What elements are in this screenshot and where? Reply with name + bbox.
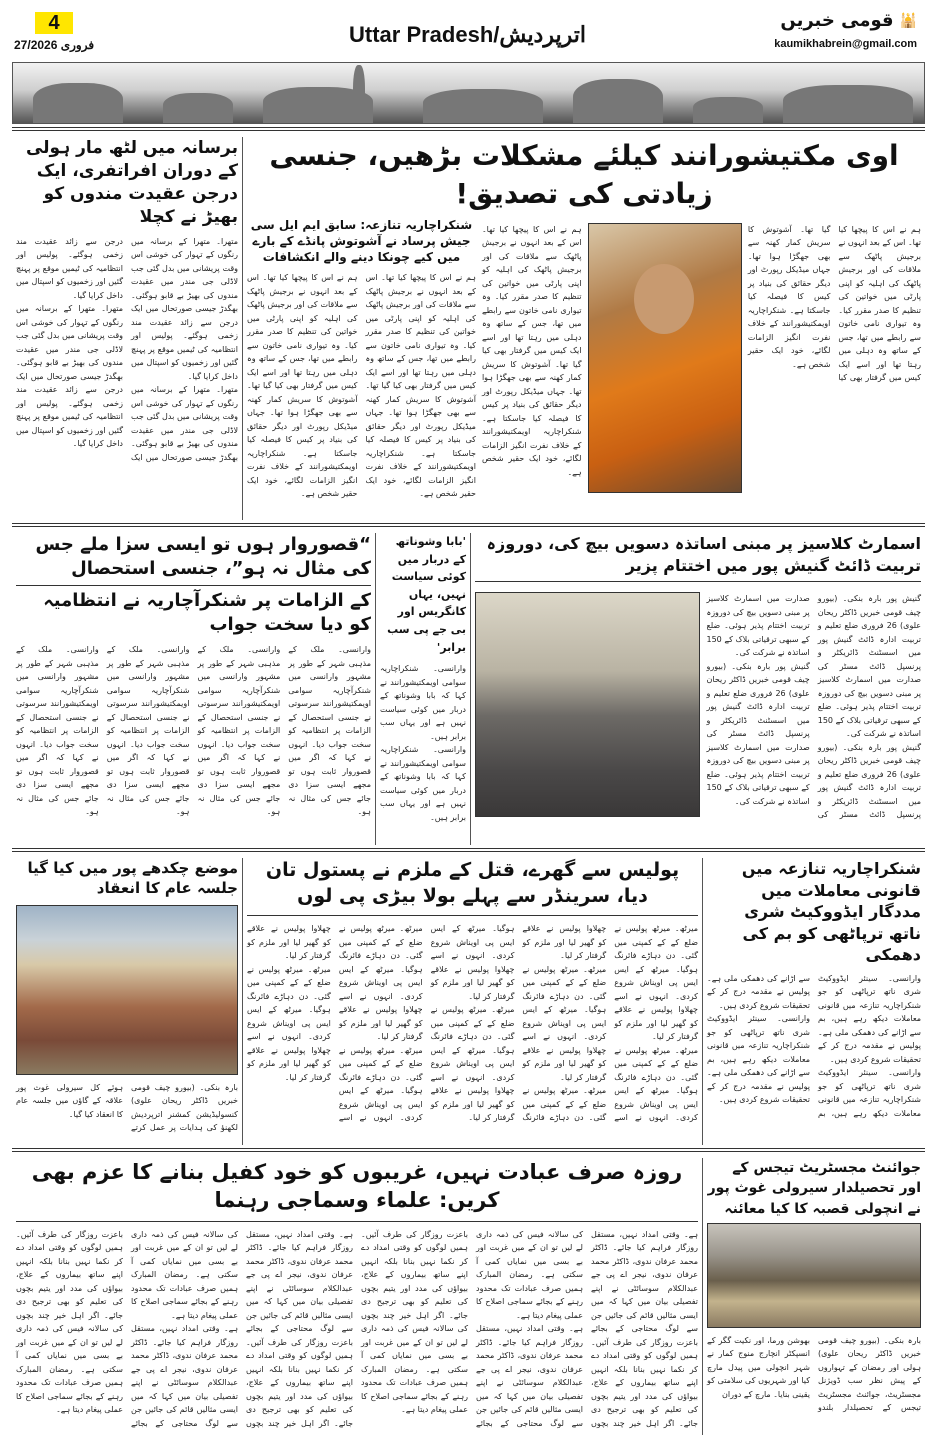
article-smart-class (470, 533, 925, 845)
article-body-continued: میرٹھ۔ میرٹھ پولیس نے ضلع کے کے کمپنی میں گئی۔ دن دہاڑے فائرنگ ہوگیا۔ میرٹھ کے ایس ایس پی اویناش شروع کردی۔ انہوں نے اسے چھلاوا پولیس نے علاقے کو گھیر لیا اور ملزم کو گرفتار کر لیا۔ (522, 924, 698, 1123)
article-body (247, 271, 476, 501)
article-body (247, 922, 698, 1125)
article-body-text: وارانسی۔ ملک کے مذہبی شہر کے طور پر مشہور وارانسی میں شنکرآچاریہ سوامی اویمکتیشورانند سرسوتی نے جنسی استحصال کے الزامات پر انتظامیہ کو سخت جواب دیا۔ انہوں نے کہا کہ اگر میں قصوروار ثابت ہوں تو مجھے ایسی سزا دی جائے جس کی مثال نہ ہو۔ (288, 645, 371, 817)
article-body (748, 223, 921, 385)
article-public-meeting (12, 858, 242, 1145)
article-body-continued: گنیش پور بارہ بنکی۔ (بیورو چیف قومی خبریں ڈاکٹر ریحان علوی) 26 فروری ضلع تعلیم و تربیت ادارہ ڈائٹ گنیش پور میں اسسٹنٹ ڈائریکٹر و پرنسپل ڈائٹ مسٹر کی صدارت میں اسمارٹ کلاسیز پر مبنی دسویں بیچ کی دوروزہ تربیت اختتام پذیر ہوئی۔ ضلع کے سبھی ترقیاتی بلاک کے 150 اساتذہ نے شرکت کی۔ (706, 661, 810, 806)
article-body (482, 223, 582, 480)
article-headline-line2: کے الزامات پر شنکرآچاریہ نے انتظامیہ کو دیا سخت جواب (43, 589, 371, 635)
logo-mark-icon: 🕌 (899, 12, 917, 29)
article-headline: شنکراچاریہ تنازعہ میں قانونی معاملات میں مددگار ایڈووکیٹ شری ناتھ ترپاٹھی کو بم کی دھمکی (741, 859, 921, 965)
article-body-continued: میرٹھ۔ میرٹھ پولیس نے ضلع کے کے کمپنی میں گئی۔ دن دہاڑے فائرنگ ہوگیا۔ میرٹھ کے ایس ایس پی اویناش شروع کردی۔ انہوں نے اسے چھلاوا پولیس نے علاقے کو گھیر لیا اور ملزم کو گرفتار کر لیا۔ (247, 924, 423, 1123)
article-body-continued: میرٹھ۔ میرٹھ پولیس نے ضلع کے کے کمپنی میں گئی۔ دن دہاڑے فائرنگ ہوگیا۔ میرٹھ کے ایس ایس پی اویناش شروع کردی۔ انہوں نے اسے چھلاوا پولیس نے علاقے کو گھیر لیا اور ملزم کو گرفتار کر لیا۔ (247, 964, 331, 1082)
article-quote-column (375, 533, 470, 845)
article-body-continued: ہے۔ وقتی امداد نہیں، مستقل روزگار فراہم کیا جائے۔ ڈاکٹر محمد عرفان ندوی، ڈاکٹر محمد عرفان ندوی، نیجر اے پی جے عبدالکلام سوسائٹی نے اپنے تفصیلی بیان میں کہا کہ میں ایسی مثالیں قائم کی جائیں جن سے لوگ محتاجی کے بجائے باعزت روزگار کی طرف آئیں۔ ہمیں لوگوں کو وقتی امداد دے کر نکما نہیں بنانا بلکہ انہیں اپنے ساتھ بیماروں کے علاج، بیواؤں کی مدد اور یتیم بچوں کی تعلیم کو بھی ترجیح دی جائے۔ اگر اہل خیر چند بچوں کی سالانہ فیس کی ذمہ داری لے لیں تو ان کے میں غربت اور بے بسی میں نمایاں کمی آ سکتی ہے۔ رمضان المبارک ہمیں صرف عبادات تک محدود رہنے کے بجائے سماجی اصلاح کا عملی پیغام دیتا ہے۔ (361, 1229, 583, 1428)
training-hall-photo (475, 592, 700, 817)
article-headline: اسمارٹ کلاسیز پر مبنی اساتذہ دسویں بیچ کی، دوروزہ تربیت ڈائٹ گنیش پور میں اختتام پزیر (475, 533, 921, 582)
article-body-continued: وارانسی۔ شنکراچاریہ سوامی اویمکتیشورانند نے کہا کہ بابا وشوناتھ کے دربار میں کوئی سیاست نہیں ہے اور یہاں سب برابر ہیں۔ (380, 745, 466, 822)
article-body-text: ہم نے اس کا پیچھا کیا تھا۔ اس کے بعد انہوں نے برجیش پاٹھک سے ملاقات کی اور برجیش پاٹھک کی اہلیہ کو اپنی پارٹی میں خواتین کی تنظیم کا صدر مقرر کیا۔ وہ تیواری نامی خاتون سے رابطے میں تھا، جس کے ساتھ وہ دہلی میں رہتا تھا اور اسے ایک کیس میں گرفتار بھی کیا گیا تھا۔ آشوتوش کا سریش کمار کھنہ سے بھی جھگڑا ہوا تھا۔ جہاں میڈیکل رپورٹ اور دیگر حقائق کی بنیاد پر کیس کا فیصلہ کیا جاسکتا ہے۔ شنکراچاریہ اویمکتیشورانند کے خلاف نفرت انگیز الزامات لگائے، خود ایک حقیر شخص ہے۔ (481, 224, 582, 477)
article-body (16, 643, 371, 819)
masthead (0, 0, 935, 127)
shankaracharya-photo (588, 223, 742, 493)
article-body-text: بارہ بنکی۔ (بیورو چیف قومی خبریں ڈاکٹر ریحان علوی) کنسولیڈیشن کمشنر اترپردیش لکھنؤ کی ہدایات پر عمل کرتے ہوئے کل سیرولی غوث پور علاقہ کے گاؤں میں جلسہ عام کا انعقاد کیا گیا۔ (16, 1082, 238, 1132)
officials-march-photo (707, 1223, 921, 1328)
row-bottom (12, 1148, 925, 1438)
article-body (16, 235, 238, 465)
article-body-continued: وارانسی۔ سینئر ایڈووکیٹ شری ناتھ ترپاٹھی کو جو شنکراچاریہ تنازعہ میں قانونی معاملات دیکھ رہے ہیں، بم سے اڑانے کی دھمکی ملی ہے۔ پولیس نے مقدمہ درج کر کے تحقیقات شروع کردی ہیں۔ (707, 1014, 810, 1105)
article-body (707, 1334, 921, 1415)
article-body (380, 662, 466, 824)
article-headline: 'بابا وشوناتھ کے دربار میں کوئی سیاست نہیں، یہاں کانگریس اور بی جے پی سب برابر' (387, 535, 466, 654)
article-body-continued: ہے۔ وقتی امداد نہیں، مستقل روزگار فراہم کیا جائے۔ ڈاکٹر محمد عرفان ندوی، ڈاکٹر محمد عرفان ندوی، نیجر اے پی جے عبدالکلام سوسائٹی نے اپنے تفصیلی بیان میں کہا کہ میں ایسی مثالیں قائم کی جائیں جن سے لوگ محتاجی کے بجائے باعزت روزگار کی طرف آئیں۔ ہمیں لوگوں کو وقتی امداد دے کر نکما نہیں بنانا بلکہ انہیں اپنے ساتھ بیماروں کے علاج، بیواؤں کی مدد اور یتیم بچوں کی تعلیم کو بھی ترجیح دی جائے۔ اگر اہل خیر چند بچوں کی سالانہ فیس کی ذمہ داری لے لیں تو ان کے میں غربت اور بے بسی میں نمایاں کمی آ سکتی ہے۔ رمضان المبارک ہمیں صرف عبادات تک محدود رہنے کے بجائے سماجی اصلاح کا عملی پیغام دیتا ہے۔ (16, 1229, 238, 1428)
article-body-continued: گنیش پور بارہ بنکی۔ (بیورو چیف قومی خبریں ڈاکٹر ریحان علوی) 26 فروری ضلع تعلیم و تربیت ادارہ ڈائٹ گنیش پور میں اسسٹنٹ ڈائریکٹر و پرنسپل ڈائٹ مسٹر کی صدارت میں اسمارٹ کلاسیز پر مبنی دسویں بیچ کی دوروزہ تربیت اختتام پذیر ہوئی۔ ضلع کے سبھی ترقیاتی بلاک کے 150 اساتذہ نے شرکت کی۔ (706, 594, 921, 820)
article-main (242, 137, 925, 520)
article-body-text: ہے۔ وقتی امداد نہیں، مستقل روزگار فراہم کیا جائے۔ ڈاکٹر محمد عرفان ندوی، ڈاکٹر محمد عرفان ندوی، نیجر اے پی جے عبدالکلام سوسائٹی نے اپنے تفصیلی بیان میں کہا کہ میں ایسی مثالیں قائم کی جائیں جن سے لوگ محتاجی کے بجائے باعزت روزگار کی طرف آئیں۔ ہمیں لوگوں کو وقتی امداد دے کر نکما نہیں بنانا بلکہ انہیں اپنے ساتھ بیماروں کے علاج، بیواؤں کی مدد اور یتیم بچوں کی تعلیم کو بھی ترجیح دی جائے۔ اگر اہل خیر چند بچوں کی سالانہ فیس کی ذمہ داری لے لیں تو ان کے میں غربت اور بے بسی میں نمایاں کمی آ سکتی ہے۔ رمضان المبارک ہمیں صرف عبادات تک محدود رہنے کے بجائے سماجی اصلاح کا عملی پیغام دیتا ہے۔ (476, 1229, 698, 1428)
article-headline: برسانہ میں لٹھ مار ہولی کے دوران افراتفری، ایک درجن عقیدت مندوں کو بھیڑ نے کچلا (25, 138, 238, 227)
row-top (12, 127, 925, 523)
article-headline: روزہ صرف عبادت نہیں، غریبوں کو خود کفیل بنانے کا عزم بھی کریں: علماء وسماجی رہنما (16, 1158, 698, 1222)
article-body-text: وارانسی۔ سینئر ایڈووکیٹ شری ناتھ ترپاٹھی کو جو شنکراچاریہ تنازعہ میں قانونی معاملات دیکھ رہے ہیں، بم سے اڑانے کی دھمکی ملی ہے۔ پولیس نے مقدمہ درج کر کے تحقیقات شروع کردی ہیں۔ (818, 973, 921, 1064)
article-body-text: بارہ بنکی۔ (بیورو چیف قومی خبریں ڈاکٹر ریحان علوی) ہولی اور رمضان کے تہواروں کے پیش نظر سب ڈویژنل مجسٹریٹ، جوائنٹ مجسٹریٹ تیجس کے تحصیلدار بلندو بھوشن ورما، اور نکیت گگر کے انسپکٹر انچارج منوج کمار نے شہر انچولی میں پیدل مارچ کیا اور شہریوں کی سلامتی کو یقینی بنایا۔ مارچ کے دوران (707, 1335, 921, 1413)
article-body-continued: وارانسی۔ سینئر ایڈووکیٹ شری ناتھ ترپاٹھی کو جو شنکراچاریہ تنازعہ میں قانونی معاملات دیکھ رہے ہیں، بم سے اڑانے کی دھمکی ملی ہے۔ پولیس نے مقدمہ درج کر کے تحقیقات شروع کردی ہیں۔ (707, 973, 921, 1118)
article-body-continued: ہم نے اس کا پیچھا کیا تھا۔ اس کے بعد انہوں نے برجیش پاٹھک سے ملاقات کی اور برجیش پاٹھک کی اہلیہ کو اپنی پارٹی میں خواتین کی تنظیم کا صدر مقرر کیا۔ وہ تیواری نامی خاتون سے رابطے میں تھا، جس کے ساتھ وہ دہلی میں رہتا تھا اور اسے ایک کیس میں گرفتار بھی کیا گیا تھا۔ آشوتوش کا سریش کمار کھنہ سے بھی جھگڑا ہوا تھا۔ جہاں میڈیکل رپورٹ اور دیگر حقائق کی بنیاد پر کیس کا فیصلہ کیا جاسکتا ہے۔ شنکراچاریہ اویمکتیشورانند کے خلاف نفرت انگیز الزامات لگائے، خود ایک حقیر شخص ہے۔ (247, 273, 358, 499)
article-meerut (242, 858, 702, 1145)
article-body-text: متھرا۔ متھرا کے برسانہ میں رنگوں کے تہوار کی خوشی اس وقت پریشانی میں بدل گئی جب لاڈلی جی مندر میں عقیدت مندوں کی بھیڑ بے قابو ہوگئی۔ بھگدڑ جیسی صورتحال میں ایک درجن سے زائد عقیدت مند زخمی ہوگئے۔ پولیس اور انتظامیہ کی ٹیمیں موقع پر پہنچ گئیں اور زخمیوں کو اسپتال میں داخل کرایا گیا۔ (131, 236, 238, 381)
article-body (16, 1228, 698, 1431)
article-body-continued: میرٹھ۔ میرٹھ پولیس نے ضلع کے کے کمپنی میں گئی۔ دن دہاڑے فائرنگ ہوگیا۔ میرٹھ کے ایس ایس پی اویناش شروع کردی۔ انہوں نے اسے چھلاوا پولیس نے علاقے کو گھیر لیا اور ملزم کو گرفتار کر لیا۔ (430, 924, 607, 1123)
article-body-text: وارانسی۔ شنکراچاریہ سوامی اویمکتیشورانند نے کہا کہ بابا وشوناتھ کے دربار میں کوئی سیاست نہیں ہے اور یہاں سب برابر ہیں۔ (380, 664, 466, 741)
article-body-continued: متھرا۔ متھرا کے برسانہ میں رنگوں کے تہوار کی خوشی اس وقت پریشانی میں بدل گئی جب لاڈلی جی مندر میں عقیدت مندوں کی بھیڑ بے قابو ہوگئی۔ بھگدڑ جیسی صورتحال میں ایک درجن سے زائد عقیدت مند زخمی ہوگئے۔ پولیس اور انتظامیہ کی ٹیمیں موقع پر پہنچ گئیں اور زخمیوں کو اسپتال میں داخل کرایا گیا۔ (16, 236, 238, 462)
article-headline: جوائنٹ مجسٹریٹ تیجس کے اور تحصیلدار سیرولی غوث پور نے انچولی قصبہ کا کیا معائنہ (707, 1160, 921, 1217)
newspaper-logo (780, 10, 917, 31)
section-title: Uttar Pradesh/اترپردیش (349, 22, 586, 47)
article-advocate-threat (702, 858, 925, 1145)
article-body-continued: وارانسی۔ ملک کے مذہبی شہر کے طور پر مشہور وارانسی میں شنکرآچاریہ سوامی اویمکتیشورانند سرسوتی نے جنسی استحصال کے الزامات پر انتظامیہ کو سخت جواب دیا۔ انہوں نے کہا کہ اگر میں قصوروار ثابت ہوں تو مجھے ایسی سزا دی جائے جس کی مثال نہ ہو۔ (16, 645, 99, 817)
article-body-continued: میرٹھ۔ میرٹھ پولیس نے ضلع کے کے کمپنی میں گئی۔ دن دہاڑے فائرنگ ہوگیا۔ میرٹھ کے ایس ایس پی اویناش شروع کردی۔ انہوں نے اسے چھلاوا پولیس نے علاقے کو گھیر لیا اور ملزم کو گرفتار کر لیا۔ (430, 1005, 515, 1123)
article-headline: پولیس سے گھرے، قتل کے ملزم نے پستول تان دیا، سرینڈر سے پہلے بولا بیڑی پی لوں (247, 858, 698, 916)
school-building-photo (16, 905, 238, 1075)
article-roza (12, 1158, 702, 1435)
article-body-text: میرٹھ۔ میرٹھ پولیس نے ضلع کے کے کمپنی میں گئی۔ دن دہاڑے فائرنگ ہوگیا۔ میرٹھ کے ایس ایس پی اویناش شروع کردی۔ انہوں نے اسے چھلاوا پولیس نے علاقے کو گھیر لیا اور ملزم کو گرفتار کر لیا۔ (614, 924, 698, 1042)
article-inspection (702, 1158, 925, 1435)
article-body-continued: وارانسی۔ ملک کے مذہبی شہر کے طور پر مشہور وارانسی میں شنکرآچاریہ سوامی اویمکتیشورانند سرسوتی نے جنسی استحصال کے الزامات پر انتظامیہ کو سخت جواب دیا۔ انہوں نے کہا کہ اگر میں قصوروار ثابت ہوں تو مجھے ایسی سزا دی جائے جس کی مثال نہ ہو۔ (106, 645, 190, 817)
contact-email: kaumikhabrein@gmail.com (774, 38, 917, 50)
article-headline-line1: “قصوروار ہوں تو ایسی سزا ملے جس کی مثال نہ ہو”، جنسی استحصال (16, 533, 371, 586)
main-headline: اوی مکتیشورانند کیلئے مشکلات بڑھیں، جنسی زیادتی کی تصدیق! (269, 139, 899, 210)
article-body-continued: میرٹھ۔ میرٹھ پولیس نے ضلع کے کے کمپنی میں گئی۔ دن دہاڑے فائرنگ ہوگیا۔ میرٹھ کے ایس ایس پی اویناش شروع کردی۔ انہوں نے اسے چھلاوا پولیس نے علاقے کو گھیر لیا اور ملزم کو گرفتار کر لیا۔ (338, 924, 423, 1042)
sub-headline: شنکراچاریہ تنازعہ: سابق ایم ایل سی جیش پرساد نے آشوتوش پانڈے کے بارے میں کیے چونکا دینے والے انکشافات (250, 217, 473, 264)
article-body (706, 592, 921, 822)
article-body-continued: وارانسی۔ ملک کے مذہبی شہر کے طور پر مشہور وارانسی میں شنکرآچاریہ سوامی اویمکتیشورانند سرسوتی نے جنسی استحصال کے الزامات پر انتظامیہ کو سخت جواب دیا۔ انہوں نے کہا کہ اگر میں قصوروار ثابت ہوں تو مجھے ایسی سزا دی جائے جس کی مثال نہ ہو۔ (197, 645, 281, 817)
article-barsana (12, 137, 242, 520)
article-body-continued: میرٹھ۔ میرٹھ پولیس نے ضلع کے کے کمپنی میں گئی۔ دن دہاڑے فائرنگ ہوگیا۔ میرٹھ کے ایس ایس پی اویناش شروع کردی۔ انہوں نے اسے چھلاوا پولیس نے علاقے کو گھیر لیا اور ملزم کو گرفتار کر لیا۔ (522, 964, 607, 1082)
article-headline: موضع چکدھے پور میں کیا گیا جلسہ عام کا انعقاد (27, 859, 238, 898)
row-second (12, 523, 925, 848)
article-body (707, 972, 921, 1121)
row-third (12, 848, 925, 1148)
article-body-text: ہم نے اس کا پیچھا کیا تھا۔ اس کے بعد انہوں نے برجیش پاٹھک سے ملاقات کی اور برجیش پاٹھک کی اہلیہ کو اپنی پارٹی میں خواتین کی تنظیم کا صدر مقرر کیا۔ وہ تیواری نامی خاتون سے رابطے میں تھا، جس کے ساتھ وہ دہلی میں رہتا تھا اور اسے ایک کیس میں گرفتار بھی کیا گیا تھا۔ آشوتوش کا سریش کمار کھنہ سے بھی جھگڑا ہوا تھا۔ جہاں میڈیکل رپورٹ اور دیگر حقائق کی بنیاد پر کیس کا فیصلہ کیا جاسکتا ہے۔ شنکراچاریہ اویمکتیشورانند کے خلاف نفرت انگیز الزامات لگائے، خود ایک حقیر شخص ہے۔ (747, 224, 921, 383)
issue-date: 27/فروری 2026 (14, 38, 95, 52)
page-number: 4 (35, 12, 73, 34)
logo-text: قومی خبریں (780, 10, 894, 31)
article-body-continued: ہے۔ وقتی امداد نہیں، مستقل روزگار فراہم کیا جائے۔ ڈاکٹر محمد عرفان ندوی، ڈاکٹر محمد عرفان ندوی، نیجر اے پی جے عبدالکلام سوسائٹی نے اپنے تفصیلی بیان میں کہا کہ میں ایسی مثالیں قائم کی جائیں جن سے لوگ محتاجی کے بجائے باعزت روزگار کی طرف آئیں۔ ہمیں لوگوں کو وقتی امداد دے کر نکما نہیں بنانا بلکہ انہیں اپنے ساتھ بیماروں کے علاج، بیواؤں کی مدد اور یتیم بچوں کی تعلیم کو بھی ترجیح دی جائے۔ اگر اہل خیر چند بچوں کی سالانہ فیس کی ذمہ داری لے لیں تو ان کے میں غربت اور بے بسی میں نمایاں کمی آ سکتی ہے۔ رمضان المبارک ہمیں صرف عبادات تک محدود رہنے کے بجائے سماجی اصلاح کا عملی پیغام دیتا ہے۔ (131, 1229, 353, 1428)
article-shankaracharya-response (12, 533, 375, 845)
article-body-continued: متھرا۔ متھرا کے برسانہ میں رنگوں کے تہوار کی خوشی اس وقت پریشانی میں بدل گئی جب لاڈلی جی مندر میں عقیدت مندوں کی بھیڑ بے قابو ہوگئی۔ بھگدڑ جیسی صورتحال میں ایک درجن سے زائد عقیدت مند زخمی ہوگئے۔ پولیس اور انتظامیہ کی ٹیمیں موقع پر پہنچ گئیں اور زخمیوں کو اسپتال میں داخل کرایا گیا۔ (16, 304, 123, 449)
article-body-text: گنیش پور بارہ بنکی۔ (بیورو چیف قومی خبریں ڈاکٹر ریحان علوی) 26 فروری ضلع تعلیم و تربیت ادارہ ڈائٹ گنیش پور میں اسسٹنٹ ڈائریکٹر و پرنسپل ڈائٹ مسٹر کی صدارت میں اسمارٹ کلاسیز پر مبنی دسویں بیچ کی دوروزہ تربیت اختتام پذیر ہوئی۔ ضلع کے سبھی ترقیاتی بلاک کے 150 اساتذہ نے شرکت کی۔ (817, 594, 921, 739)
monuments-banner-image (12, 62, 925, 124)
article-body-text: ہم نے اس کا پیچھا کیا تھا۔ اس کے بعد انہوں نے برجیش پاٹھک سے ملاقات کی اور برجیش پاٹھک کی اہلیہ کو اپنی پارٹی میں خواتین کی تنظیم کا صدر مقرر کیا۔ وہ تیواری نامی خاتون سے رابطے میں تھا، جس کے ساتھ وہ دہلی میں رہتا تھا اور اسے ایک کیس میں گرفتار بھی کیا گیا تھا۔ آشوتوش کا سریش کمار کھنہ سے بھی جھگڑا ہوا تھا۔ جہاں میڈیکل رپورٹ اور دیگر حقائق کی بنیاد پر کیس کا فیصلہ کیا جاسکتا ہے۔ شنکراچاریہ اویمکتیشورانند کے خلاف نفرت انگیز الزامات لگائے، خود ایک حقیر شخص ہے۔ (365, 273, 476, 499)
article-body (16, 1081, 238, 1135)
